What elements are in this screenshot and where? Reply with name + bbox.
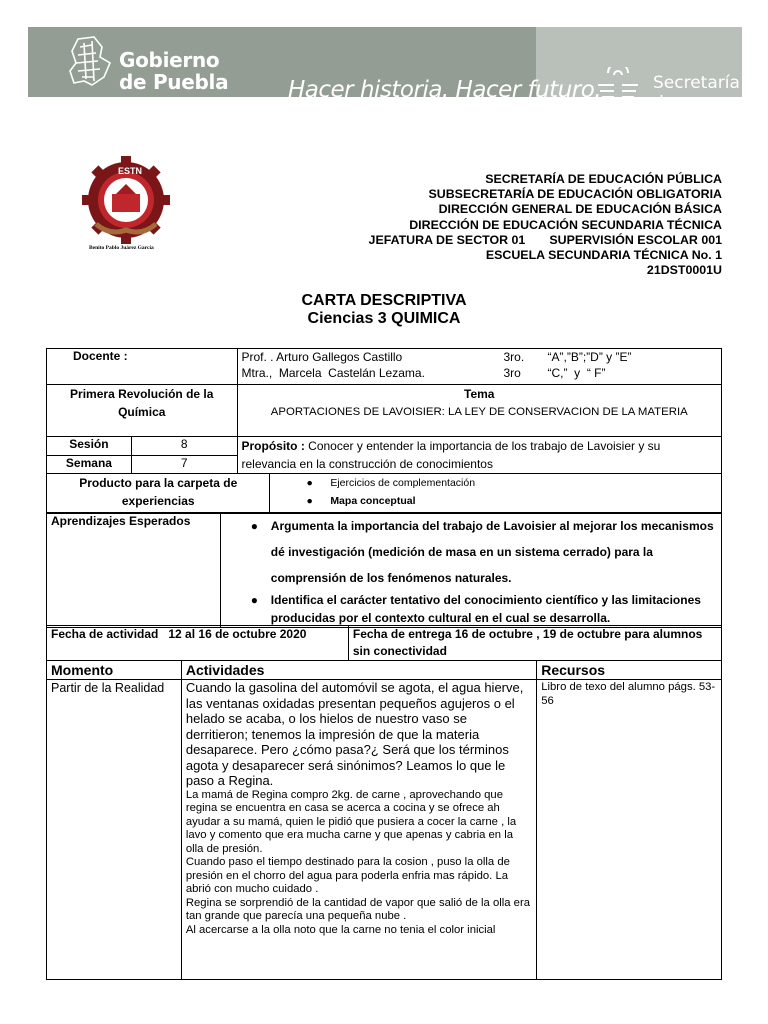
- proposito-label: Propósito :: [241, 439, 305, 453]
- sesion-value: 8: [131, 437, 237, 456]
- producto-item: ● Mapa conceptual: [306, 495, 416, 507]
- header-line: DIRECCIÓN GENERAL DE EDUCACIÓN BÁSICA: [438, 202, 722, 217]
- story-paragraph: Al acercarse a la olla noto que la carne no tenia el color inicial: [185, 923, 496, 936]
- institution-header: [369, 172, 722, 278]
- banner-tagline: Hacer historia. Hacer futuro.: [288, 77, 602, 103]
- groups-2: “C,” y “ F”: [547, 366, 606, 380]
- header-banner: [28, 27, 742, 133]
- aprendizaje-item: ● Argumenta la importancia del trabajo de Lavoisier al mejorar los mecanismos dé investigación (medición de masa en un sistema cerrado) para la comprensión de los fenómenos naturales.: [250, 519, 714, 585]
- story-paragraph: Regina se sorprendió de la cantidad de vapor que salió de la olla era tan grande que parecía una pequeña nube .: [185, 896, 531, 922]
- recursos-cell: Libro de texo del alumno págs. 53-56: [537, 680, 722, 980]
- aprendizajes-list: [220, 513, 721, 628]
- emblem-caption: Benito Pablo Juárez García: [89, 245, 154, 251]
- docente-label: Docente :: [47, 349, 238, 385]
- puebla-logo-icon: [64, 33, 116, 91]
- grade-2: 3ro: [503, 366, 521, 380]
- tema-row: [47, 385, 722, 437]
- unidad-label: Primera Revolución de la Química: [47, 385, 238, 437]
- teacher-2: Mtra., Marcela Castelán Lezama.: [241, 366, 425, 380]
- sesion-label: Sesión: [47, 437, 132, 456]
- docente-names: [237, 349, 722, 385]
- aprendizajes-row: [47, 513, 722, 628]
- aprendizajes-table: [46, 512, 722, 628]
- fechas-table: [46, 625, 722, 661]
- sep-logo-icon: [594, 67, 642, 113]
- producto-row: [47, 474, 722, 514]
- subtitle-text: Ciencias 3 QUIMICA: [307, 310, 461, 327]
- momento-row: [47, 680, 722, 980]
- fecha-actividad: Fecha de actividad 12 al 16 de octubre 2020: [47, 626, 349, 661]
- story-paragraph: Cuando paso el tiempo destinado para la cosion , puso la olla de presión en el chorro del agua para poderla enfria mas rápido. La abrió con mucho cuidado .: [185, 856, 510, 895]
- tema-text: APORTACIONES DE LAVOISIER: LA LEY DE CONSERVACION DE LA MATERIA: [270, 406, 688, 418]
- actividades-cell: [181, 680, 536, 980]
- producto-items: [270, 474, 722, 514]
- col-momento: Momento: [47, 661, 182, 680]
- momentos-table: [46, 660, 722, 980]
- producto-label: Producto para la carpeta de experiencias: [47, 474, 270, 514]
- actividades-intro: Cuando la gasolina del automóvil se agota, el agua hierve, las ventanas oxidadas presentan pequeños agujeros o el helado se acaba, o los hielos de nuestro vaso se derritieron; tenemos la impresión de que la materia desaparece. Pero ¿cómo pasa?¿ Será que los términos agota y desaparecer será sinónimos? Leamos lo que le paso a Regina.: [185, 680, 524, 788]
- fechas-row: [47, 626, 722, 661]
- momentos-header: [47, 661, 722, 680]
- gobierno-puebla-wordmark: Gobierno de Puebla: [119, 48, 229, 94]
- producto-item: ● Ejercicios de complementación: [306, 477, 476, 489]
- emblem-letters: ESTN: [118, 166, 143, 176]
- proposito-cell: [237, 437, 722, 474]
- tema-cell: [237, 385, 722, 437]
- aprendizajes-label: Aprendizajes Esperados: [47, 513, 221, 628]
- groups-1: “A”,”B”;”D” y ”E”: [547, 350, 632, 364]
- semana-value: 7: [131, 455, 237, 474]
- title-text: CARTA DESCRIPTIVA: [301, 292, 467, 309]
- header-line: 21DST0001U: [646, 263, 722, 278]
- col-actividades: Actividades: [181, 661, 536, 680]
- docente-row: [47, 349, 722, 385]
- momento-cell: Partir de la Realidad: [47, 680, 182, 980]
- aprendizaje-item: ● Identifica el carácter tentativo del conocimiento científico y las limitaciones producidas por el contexto cultural en el cual se desarrolla.: [250, 593, 701, 625]
- tema-label: Tema: [464, 387, 495, 401]
- proposito-text: Conocer y entender la importancia de los trabajo de Lavoisier y su relevancia en la construcción de conocimientos: [241, 439, 661, 471]
- header-line: DIRECCIÓN DE EDUCACIÓN SECUNDARIA TÉCNICA: [409, 217, 722, 232]
- grade-1: 3ro.: [503, 350, 525, 364]
- info-table: [46, 348, 722, 514]
- semana-label: Semana: [47, 455, 132, 474]
- header-line: SECRETARÍA DE EDUCACIÓN PÚBLICA: [485, 172, 722, 186]
- header-line: SUBSECRETARÍA DE EDUCACIÓN OBLIGATORIA: [428, 187, 722, 202]
- header-line: ESCUELA SECUNDARIA TÉCNICA No. 1: [485, 248, 722, 263]
- sesion-row: [47, 437, 722, 456]
- school-emblem: [80, 156, 172, 248]
- header-line: JEFATURA DE SECTOR 01 SUPERVISIÓN ESCOLAR 001: [368, 232, 722, 247]
- teacher-1: Prof. . Arturo Gallegos Castillo: [241, 350, 403, 364]
- col-recursos: Recursos: [537, 661, 722, 680]
- story-paragraph: La mamá de Regina compro 2kg. de carne , aprovechando que regina se encuentra en casa se acerca a cocina y se ofrece ah ayudar a su mamá, quien le pidió que pusiera a cocer la carne , la lavo y comento que era mucha carne y que apenas y cabria en la olla de presión.: [185, 788, 517, 855]
- document-title: [0, 292, 768, 328]
- sep-wordmark: Secretaría de Educación: [653, 73, 741, 133]
- fecha-entrega: Fecha de entrega 16 de octubre , 19 de octubre para alumnos sin conectividad: [348, 626, 721, 661]
